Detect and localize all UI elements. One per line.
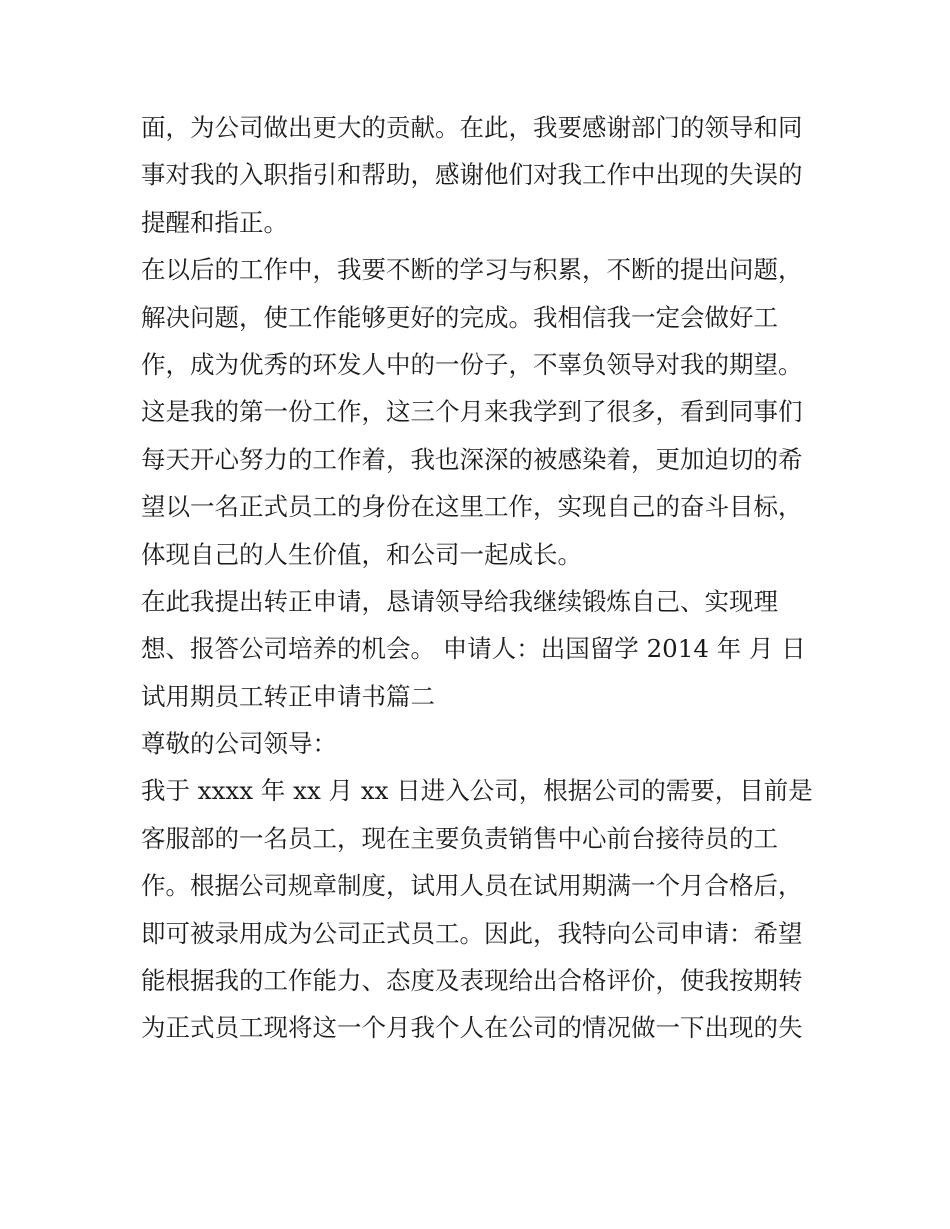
text-line: 想、报答公司培养的机会。 申请人：出国留学 2014 年 月 日 <box>141 634 806 664</box>
text-line: 我于 xxxx 年 xx 月 xx 日进入公司，根据公司的需要，目前是 <box>141 776 813 806</box>
text-line: 客服部的一名员工，现在主要负责销售中心前台接待员的工 <box>141 823 778 853</box>
text-line: 即可被录用成为公司正式员工。因此，我特向公司申请：希望 <box>141 918 803 948</box>
salutation: 尊敬的公司领导： <box>141 729 337 759</box>
text-line: 作。根据公司规章制度，试用人员在试用期满一个月合格后， <box>141 871 803 901</box>
document-body <box>141 104 821 1052</box>
text-line: 体现自己的人生价值，和公司一起成长。 <box>141 539 582 569</box>
text-line: 望以一名正式员工的身份在这里工作，实现自己的奋斗目标， <box>141 492 803 522</box>
section-title: 试用期员工转正申请书篇二 <box>141 681 435 711</box>
text-line: 在此我提出转正申请，恳请领导给我继续锻炼自己、实现理 <box>141 586 778 616</box>
text-line: 每天开心努力的工作着，我也深深的被感染着，更加迫切的希 <box>141 444 803 474</box>
text-line: 这是我的第一份工作，这三个月来我学到了很多，看到同事们 <box>141 397 803 427</box>
text-line: 解决问题，使工作能够更好的完成。我相信我一定会做好工 <box>141 302 778 332</box>
text-line: 能根据我的工作能力、态度及表现给出合格评价，使我按期转 <box>141 966 803 996</box>
text-line: 为正式员工现将这一个月我个人在公司的情况做一下出现的失 <box>141 1013 803 1043</box>
text-line: 在以后的工作中，我要不断的学习与积累，不断的提出问题， <box>141 255 803 285</box>
text-line: 面，为公司做出更大的贡献。在此，我要感谢部门的领导和同 <box>141 113 803 142</box>
text-line: 事对我的入职指引和帮助，感谢他们对我工作中出现的失误的 <box>141 160 803 190</box>
text-line: 提醒和指正。 <box>141 207 288 237</box>
text-line: 作，成为优秀的环发人中的一份子，不辜负领导对我的期望。 <box>141 349 803 379</box>
